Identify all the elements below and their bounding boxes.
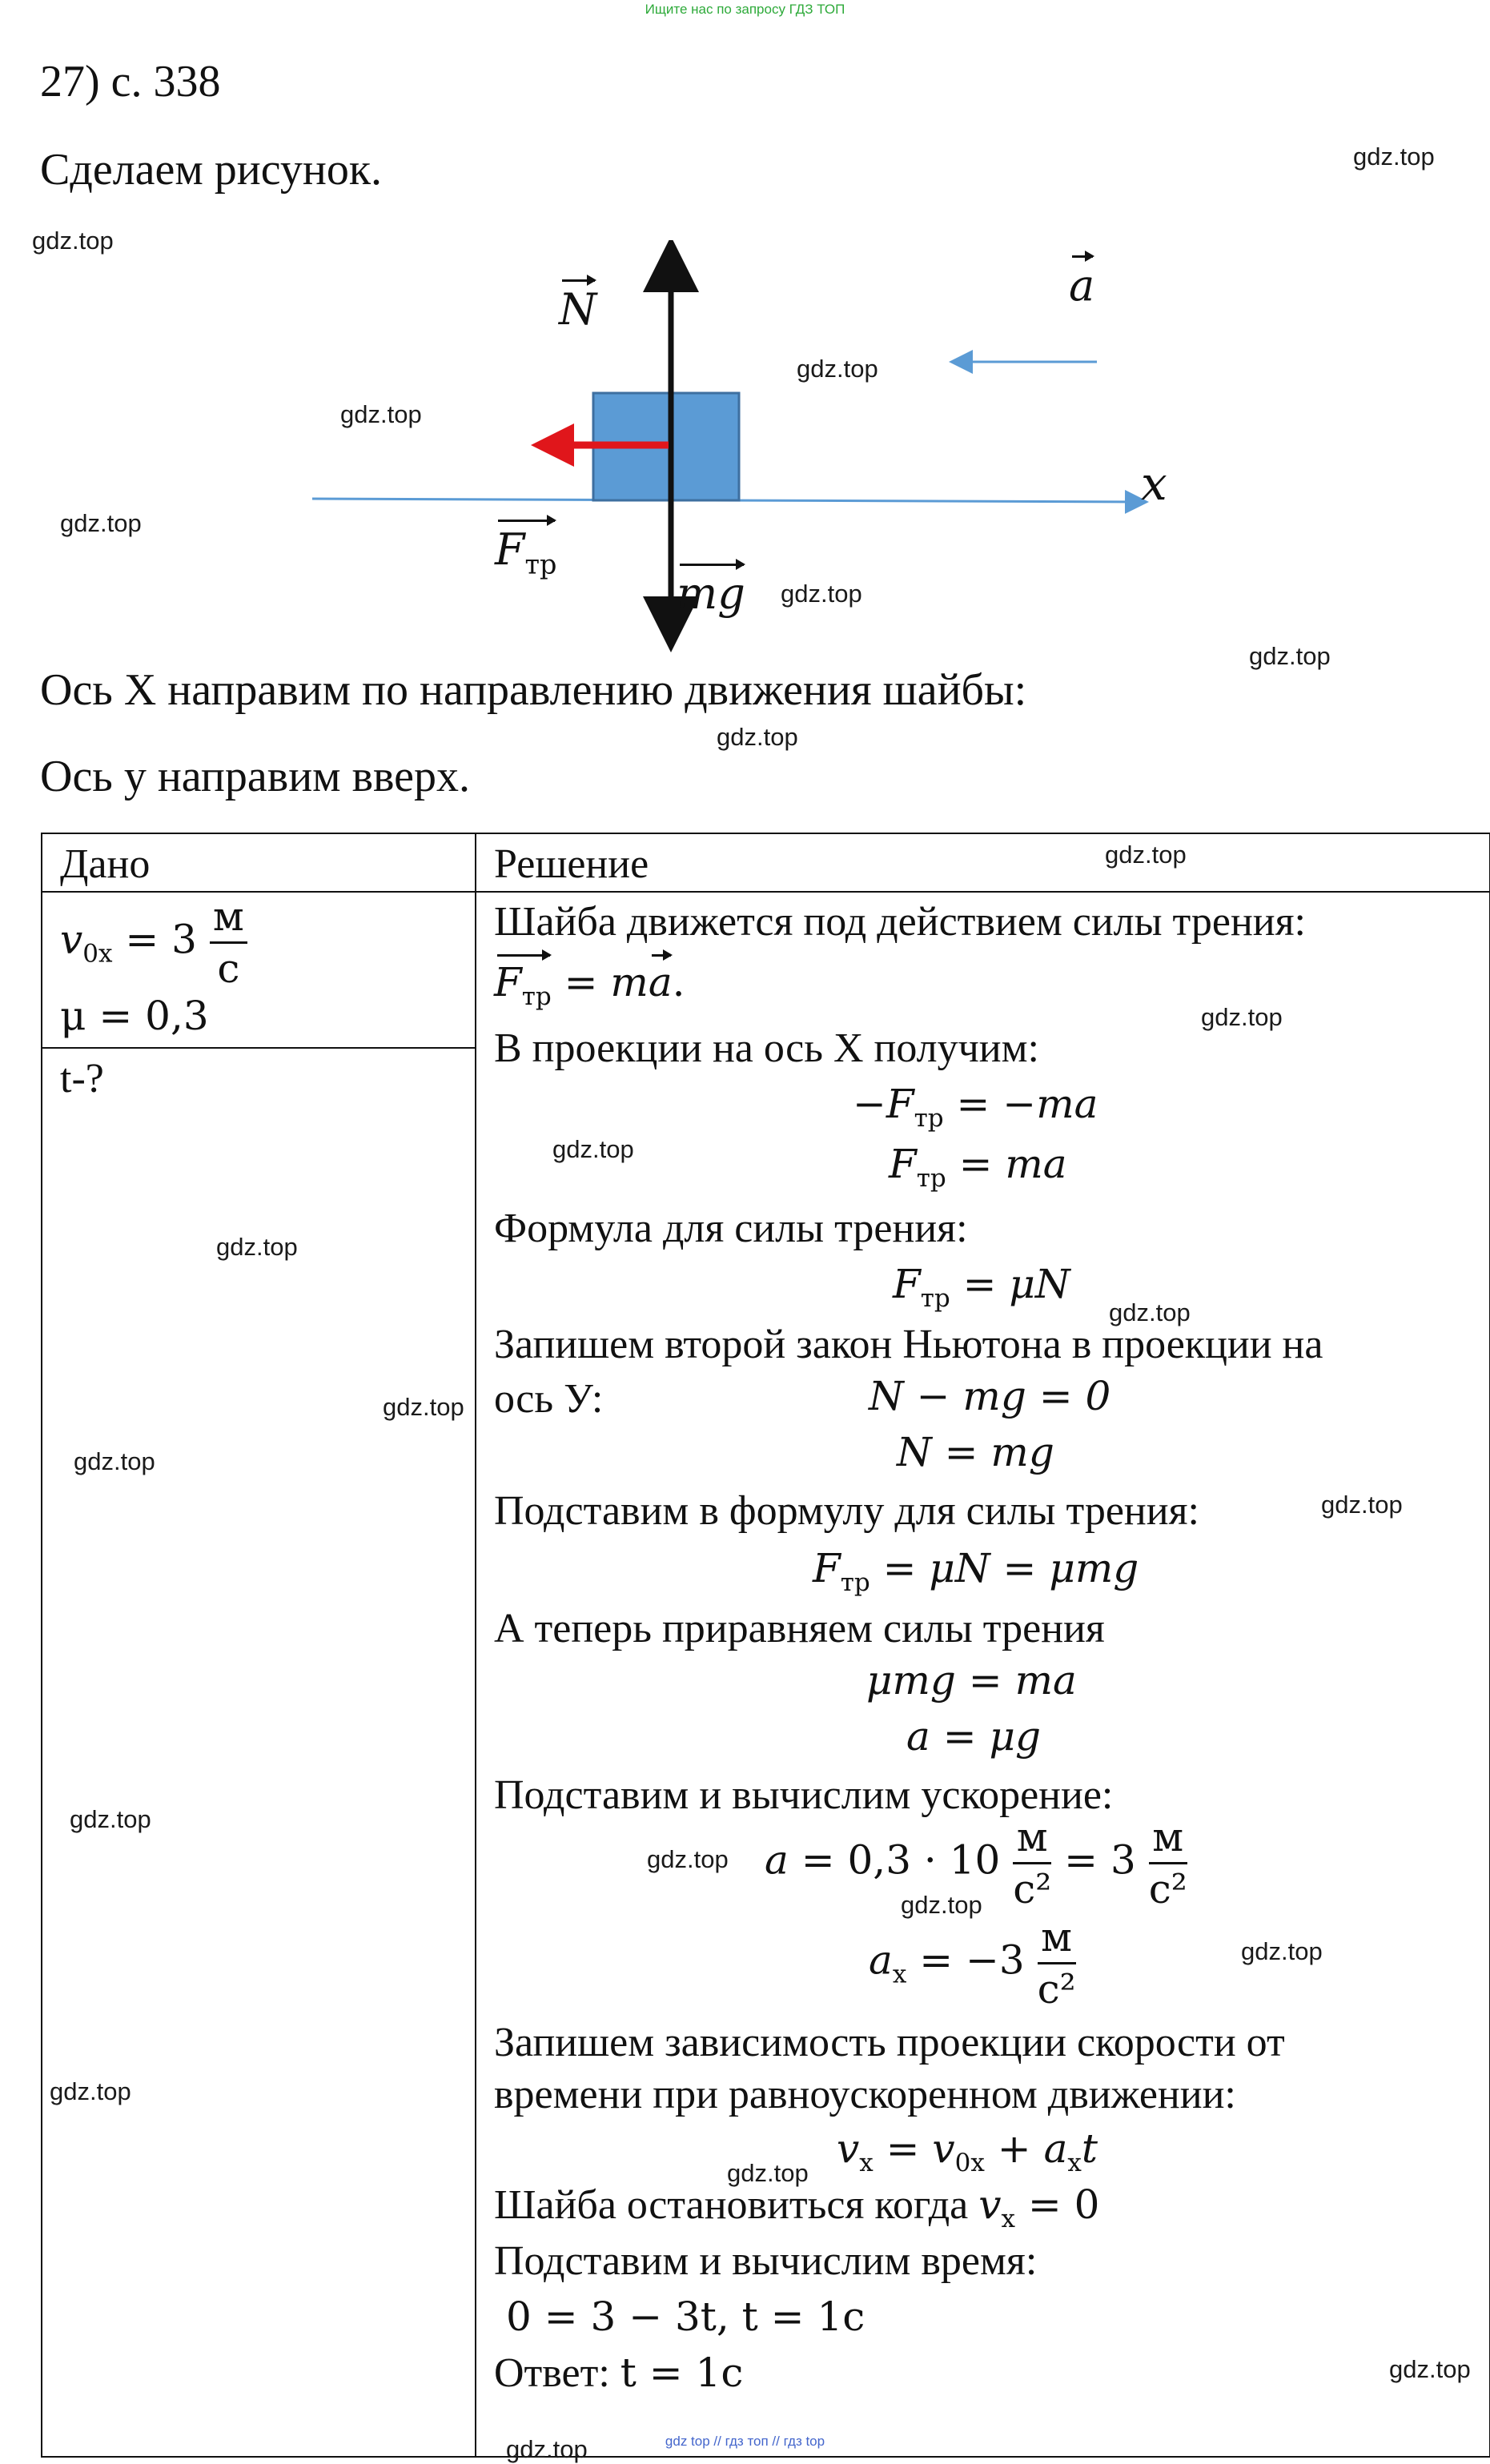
watermark: gdz.top	[1105, 841, 1187, 869]
watermark: gdz.top	[1109, 1298, 1191, 1326]
watermark: gdz.top	[70, 1805, 151, 1833]
solution-line-4b: ось У:	[494, 1376, 604, 1422]
top-banner: Ищите нас по запросу ГДЗ ТОП	[645, 2, 845, 17]
solution-header: Решение	[494, 841, 649, 887]
solution-line-8b: времени при равноускоренном движении:	[494, 2072, 1236, 2117]
watermark: gdz.top	[1353, 142, 1435, 171]
watermark: gdz.top	[50, 2077, 131, 2105]
normal-force-label: N	[559, 284, 597, 335]
time-calculation: 0 = 3 − 3t, t = 1с	[506, 2293, 865, 2340]
table-column-divider	[475, 833, 476, 2456]
friction-substituted: $F_{тр} = \mu N = \mu mg$	[813, 1545, 1139, 1597]
bottom-banner: gdz top // гдз топ // гдз top	[665, 2434, 825, 2449]
watermark: gdz.top	[340, 400, 422, 428]
watermark: gdz.top	[1201, 1003, 1283, 1031]
watermark: gdz.top	[727, 2159, 809, 2187]
watermark: gdz.top	[216, 1233, 298, 1261]
watermark: gdz.top	[552, 1135, 634, 1163]
table-header-divider	[41, 891, 1489, 893]
newton-vector-equation: $F_{тр}$ = ma.	[494, 959, 685, 1011]
friction-formula: $F_{тр} = \mu N$	[893, 1261, 1070, 1313]
solution-line-1: Шайба движется под действием силы трения:	[494, 899, 1306, 945]
given-friction-coefficient: μ = 0,3	[60, 993, 209, 1039]
solution-line-2: В проекции на ось X получим:	[494, 1025, 1039, 1071]
acceleration-label: a	[1069, 260, 1095, 311]
watermark: gdz.top	[383, 1393, 464, 1421]
given-header: Дано	[60, 841, 151, 887]
solution-line-7: Подставим и вычислим ускорение:	[494, 1772, 1114, 1818]
intro-text: Сделаем рисунок.	[40, 145, 383, 195]
normal-equals-mg: N = mg	[897, 1429, 1054, 1475]
watermark: gdz.top	[60, 509, 142, 537]
friction-equals-ma: $F_{тр}$ = ma	[889, 1141, 1067, 1193]
mumg-equals-ma: μmg = ma	[866, 1657, 1077, 1704]
friction-force-label: $F_{тр}$	[495, 524, 557, 580]
axis-y-text: Ось у направим вверх.	[40, 752, 471, 801]
given-find-divider	[41, 1047, 476, 1049]
solution-line-9: Шайба остановиться когда $v_x = 0$	[494, 2181, 1100, 2233]
gravity-force-label: mg	[677, 568, 745, 619]
projection-equation: $-F_{тр} = -ma$	[853, 1081, 1098, 1133]
solution-line-10: Подставим и вычислим время:	[494, 2238, 1038, 2284]
watermark: gdz.top	[901, 1891, 982, 1919]
acceleration-projection: $a_x = -3$ $\frac{м}{\text{с²}}$	[869, 1914, 1076, 2013]
axis-x-text: Ось X направим по направлению движения шайбы:	[40, 665, 1027, 715]
watermark: gdz.top	[647, 1845, 729, 1873]
watermark: gdz.top	[506, 2435, 588, 2463]
watermark: gdz.top	[1321, 1491, 1403, 1519]
solution-line-6: А теперь приравняем силы трения	[494, 1606, 1105, 1651]
axis-x-label: x	[1141, 456, 1167, 511]
watermark: gdz.top	[797, 355, 878, 383]
a-equals-mug: a = μg	[906, 1713, 1041, 1760]
answer-line: Ответ: t = 1с	[494, 2350, 744, 2396]
solution-line-3: Формула для силы трения:	[494, 1206, 968, 1251]
given-velocity: $v_{0x} = 3$ $\frac{м}{с}$	[60, 897, 247, 989]
find-quantity: t-?	[60, 1056, 104, 1102]
watermark: gdz.top	[1389, 2355, 1471, 2383]
watermark: gdz.top	[1249, 642, 1331, 670]
solution-line-5: Подставим в формулу для силы трения:	[494, 1488, 1199, 1534]
solution-line-8a: Запишем зависимость проекции скорости от	[494, 2020, 1285, 2065]
watermark: gdz.top	[32, 227, 114, 255]
acceleration-calculation: a = 0,3 · 10 $\frac{м}{\text{с²}}$ = 3 $\frac{м}{\text{с²}}$	[765, 1814, 1187, 1912]
watermark: gdz.top	[1241, 1937, 1323, 1965]
watermark: gdz.top	[781, 580, 862, 608]
problem-reference: 27) с. 338	[40, 57, 221, 106]
watermark: gdz.top	[74, 1447, 155, 1475]
velocity-equation: $v_x = v_{0x} + a_xt$	[837, 2125, 1098, 2177]
normal-force-projection: N − mg = 0	[869, 1373, 1111, 1419]
watermark: gdz.top	[717, 723, 798, 751]
solution-line-4a: Запишем второй закон Ньютона в проекции на	[494, 1322, 1323, 1367]
